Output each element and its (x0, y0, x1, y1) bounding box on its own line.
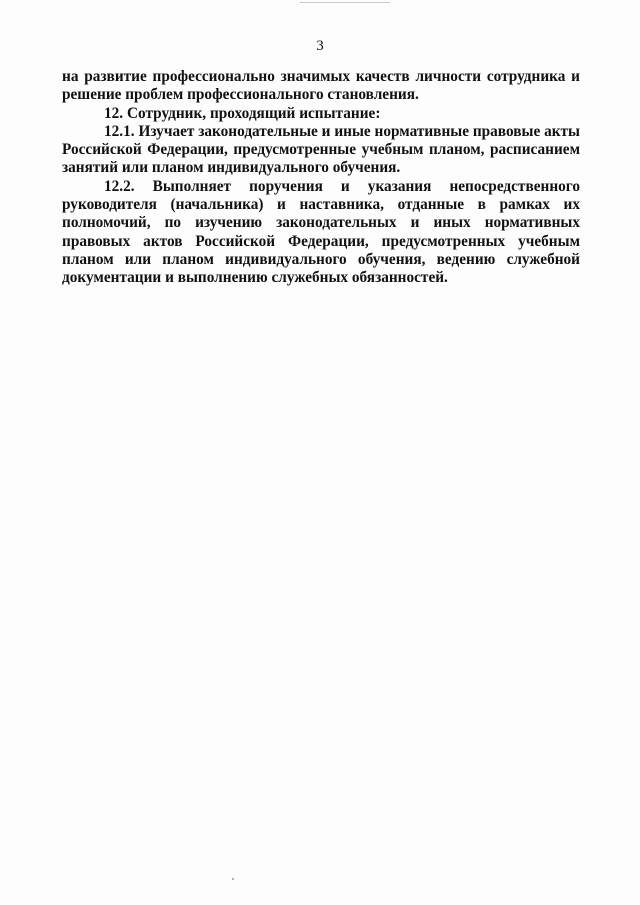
paragraph-continuation: на развитие профессионально значимых качеств личности сотрудника и решение проблем профессионального становления. (62, 68, 580, 104)
paragraph-item-12-1: 12.1. Изучает законодательные и иные нормативные правовые акты Российской Федерации, предусмотренные учебным планом, расписанием занятий или планом индивидуального обучения. (62, 122, 580, 177)
document-body (62, 68, 580, 288)
paragraph-item-12: 12. Сотрудник, проходящий испытание: (104, 104, 381, 122)
scan-speck (232, 878, 234, 880)
paragraph-item-12-2: 12.2. Выполняет поручения и указания непосредственного руководителя (начальника) и наставника, отданные в рамках их полномочий, по изучению законодательных и иных нормативных правовых актов Российской Федерации, предусмотренных учебным планом или планом индивидуального обучения, ведению служебной документации и выполнению служебных обязанностей. (62, 177, 580, 287)
page-number: 3 (316, 38, 324, 54)
scan-edge-mark (300, 2, 390, 3)
